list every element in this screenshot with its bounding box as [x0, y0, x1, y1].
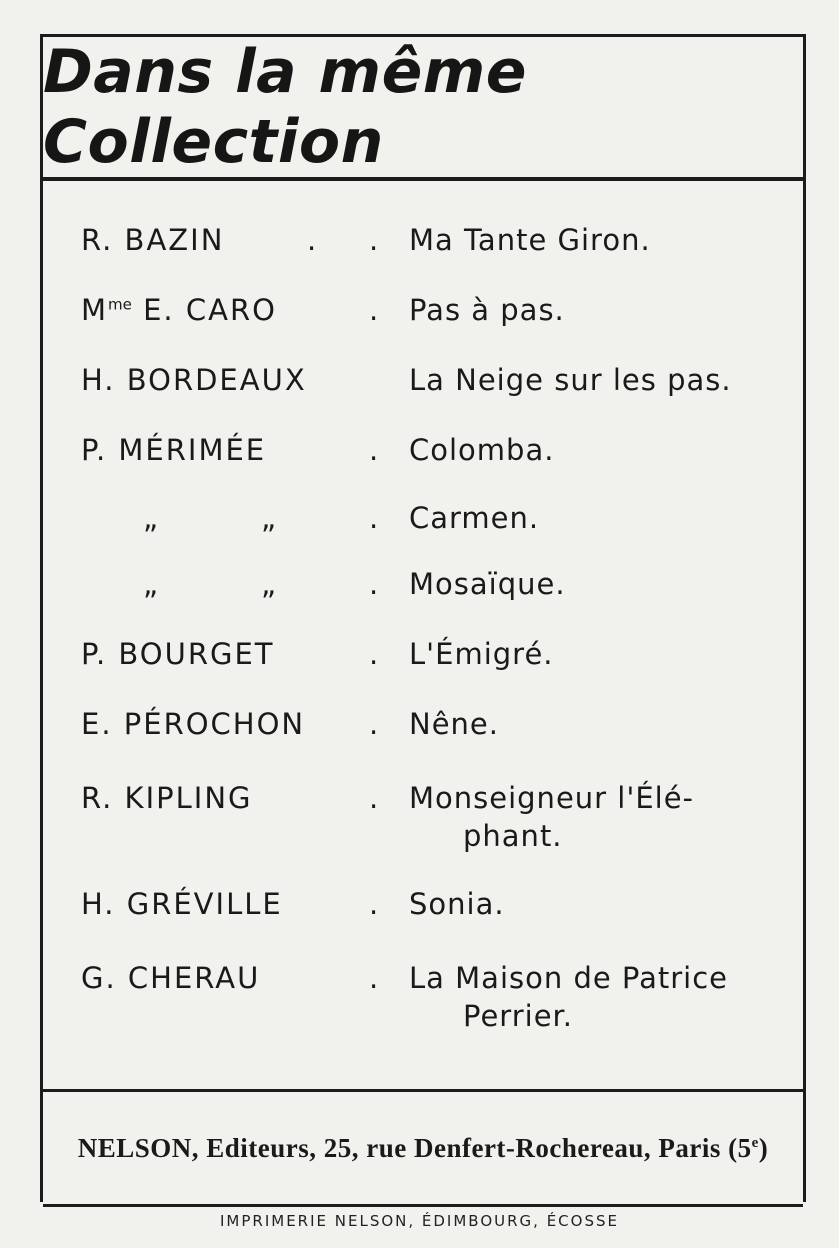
- ditto-mark: „: [143, 567, 159, 601]
- ditto-mark: „: [261, 567, 277, 601]
- author-name: P. BOURGET: [81, 637, 275, 671]
- author-name: G. CHERAU: [81, 961, 261, 995]
- leader-dot: .: [369, 293, 379, 327]
- work-title: Ma Tante Giron.: [409, 223, 651, 257]
- leader-dot: .: [369, 223, 379, 257]
- work-title: Nêne.: [409, 707, 499, 741]
- publisher-box: [43, 1089, 803, 1207]
- title-box: [43, 37, 803, 181]
- work-title: Carmen.: [409, 501, 540, 535]
- leader-dot: .: [369, 781, 379, 815]
- author-name: R. KIPLING: [81, 781, 253, 815]
- collection-title: Dans la même Collection: [43, 37, 527, 177]
- work-title: Mosaïque.: [409, 567, 566, 601]
- work-title: L'Émigré.: [409, 637, 554, 671]
- leader-dot: .: [369, 961, 379, 995]
- work-title: Pas à pas.: [409, 293, 565, 327]
- leader-dot: .: [307, 223, 317, 257]
- work-title: La Neige sur les pas.: [409, 363, 732, 397]
- leader-dot: .: [369, 887, 379, 921]
- author-name: H. BORDEAUX: [81, 363, 307, 397]
- leader-dot: .: [369, 567, 379, 601]
- leader-dot: .: [369, 637, 379, 671]
- leader-dot: .: [369, 707, 379, 741]
- work-title: La Maison de Patrice Perrier.: [409, 961, 729, 1033]
- author-name: H. GRÉVILLE: [81, 887, 283, 921]
- publisher-address: NELSON, Editeurs, 25, rue Denfert-Rochereau, Paris (5e): [77, 1132, 769, 1163]
- author-name: $M^{me}$ E. CARO: [81, 293, 277, 327]
- leader-dot: .: [369, 433, 379, 467]
- author-name: R. BAZIN: [81, 223, 225, 257]
- work-title: Sonia.: [409, 887, 505, 921]
- ditto-mark: „: [261, 501, 277, 535]
- leader-dot: .: [369, 501, 379, 535]
- author-name: P. MÉRIMÉE: [81, 433, 267, 467]
- work-title: Monseigneur l'Élé- phant.: [409, 781, 695, 853]
- author-name: E. PÉROCHON: [81, 707, 306, 741]
- ditto-mark: „: [143, 501, 159, 535]
- work-title: Colomba.: [409, 433, 555, 467]
- printer-imprint: IMPRIMERIE NELSON, ÉDIMBOURG, ÉCOSSE: [220, 1212, 619, 1230]
- page-frame: [40, 34, 806, 1202]
